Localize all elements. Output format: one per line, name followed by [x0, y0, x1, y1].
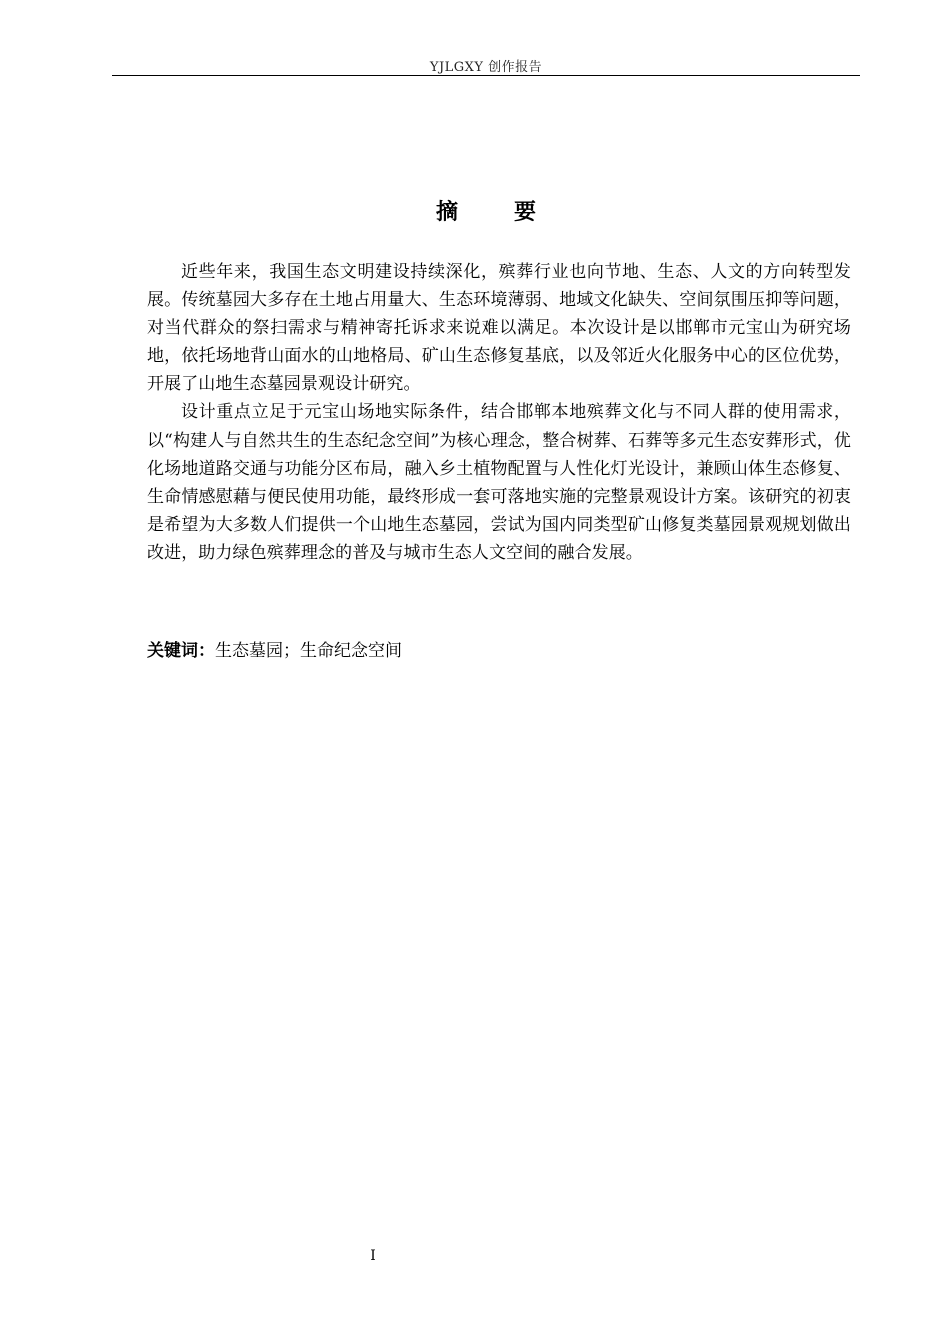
abstract-body	[147, 258, 851, 567]
keywords-label: 关键词：	[147, 641, 215, 661]
page-number: I	[370, 1248, 376, 1264]
abstract-paragraph-1: 近些年来，我国生态文明建设持续深化，殡葬行业也向节地、生态、人文的方向转型发展。传统墓园大多存在土地占用量大、生态环境薄弱、地域文化缺失、空间氛围压抑等问题，对当代群众的祭扫需求与精神寄托诉求来说难以满足。本次设计是以邯郸市元宝山为研究场地，依托场地背山面水的山地格局、矿山生态修复基底，以及邻近火化服务中心的区位优势，开展了山地生态墓园景观设计研究。	[147, 262, 851, 395]
keywords-line	[147, 637, 851, 665]
header-rule	[112, 75, 860, 76]
abstract-title: 摘要	[435, 200, 592, 225]
running-header: YJLGXY 创作报告	[429, 60, 543, 75]
keywords-text: 生态墓园；生命纪念空间	[215, 641, 402, 661]
abstract-paragraph-2: 设计重点立足于元宝山场地实际条件，结合邯郸本地殡葬文化与不同人群的使用需求，以“构建人与自然共生的生态纪念空间”为核心理念，整合树葬、石葬等多元生态安葬形式，优化场地道路交通与功能分区布局，融入乡土植物配置与人性化灯光设计，兼顾山体生态修复、生命情感慰藉与便民使用功能，最终形成一套可落地实施的完整景观设计方案。该研究的初衷是希望为大多数人们提供一个山地生态墓园，尝试为国内同类型矿山修复类墓园景观规划做出改进，助力绿色殡葬理念的普及与城市生态人文空间的融合发展。	[147, 402, 851, 563]
